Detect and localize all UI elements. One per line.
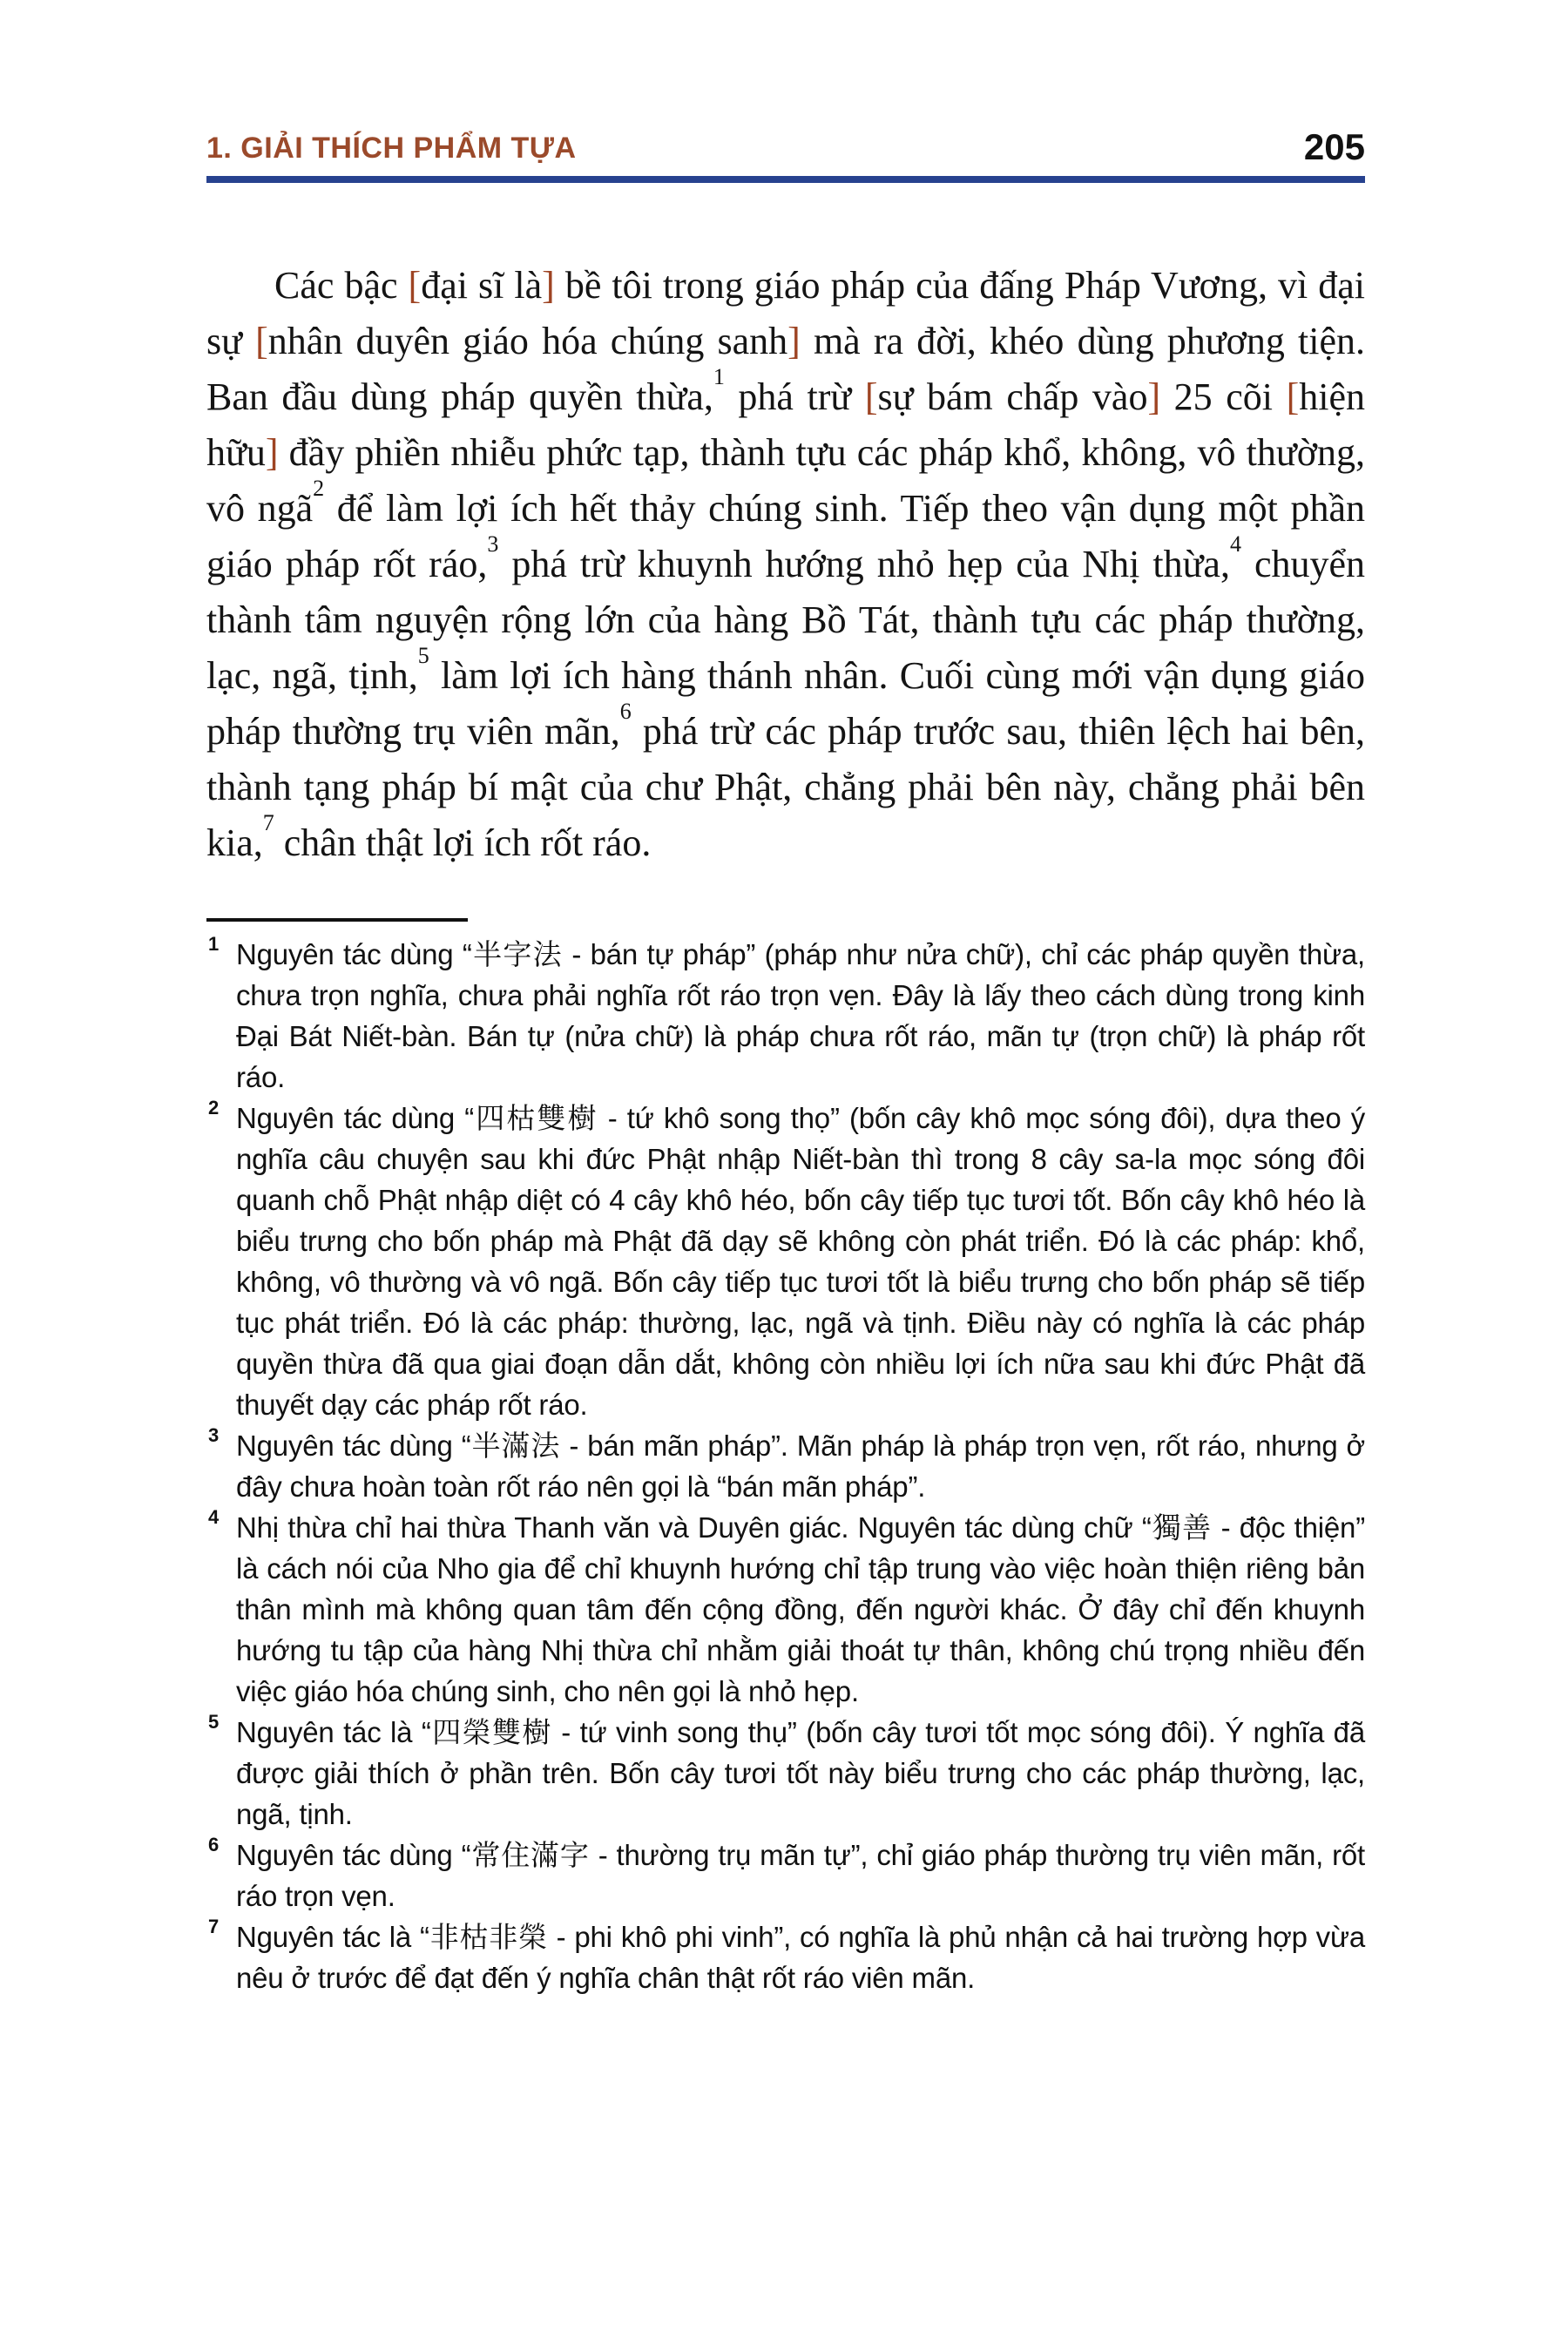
footnote-number: 5 <box>208 1711 220 1733</box>
footnote-text: Nhị thừa chỉ hai thừa Thanh văn và Duyên giác. Nguyên tác dùng chữ “獨善 - độc thiện” là cách nói của Nho gia để chỉ khuynh hướng chỉ tập trung vào việc hoàn thiện riêng bản thân mình mà không quan tâm đến cộng đồng, đến người khác. Ở đây chỉ đến khuynh hướng tu tập của hàng Nhị thừa chỉ nhằm giải thoát tự thân, không chú trọng nhiều đến việc giáo hóa chúng sinh, cho nên gọi là nhỏ hẹp. <box>236 1511 1365 1707</box>
footnote-ref: 1 <box>713 364 725 390</box>
footnote-item <box>206 1425 1365 1507</box>
bracket-open-icon: [ <box>864 375 878 418</box>
footnote-number: 7 <box>208 1916 220 1937</box>
footnote-text: Nguyên tác dùng “半滿法 - bán mãn pháp”. Mãn pháp là pháp trọn vẹn, rốt ráo, nhưng ở đây chưa hoàn toàn rốt ráo nên gọi là “bán mãn pháp”. <box>236 1429 1365 1503</box>
bracket-open-icon: [ <box>1286 375 1300 418</box>
bracket-open-icon: [ <box>408 264 422 307</box>
footnote-text: Nguyên tác là “非枯非榮 - phi khô phi vinh”, có nghĩa là phủ nhận cả hai trường hợp vừa nêu ở trước để đạt đến ý nghĩa chân thật rốt ráo viên mãn. <box>236 1921 1365 1994</box>
bracket-close-icon: ] <box>265 431 279 474</box>
footnote-ref: 3 <box>487 531 499 558</box>
footnote-item <box>206 1916 1365 1998</box>
footnote-text: Nguyên tác là “四榮雙樹 - tứ vinh song thụ” (bốn cây tươi tốt mọc sóng đôi). Ý nghĩa đã được giải thích ở phần trên. Bốn cây tươi tốt này biểu trưng cho các pháp thường, lạc, ngã, tịnh. <box>236 1716 1365 1830</box>
bracket-close-icon: ] <box>787 320 801 362</box>
footnote-separator-rule <box>206 918 468 922</box>
footnote-ref: 7 <box>262 810 274 836</box>
footnote-text: Nguyên tác dùng “常住滿字 - thường trụ mãn tự”, chỉ giáo pháp thường trụ viên mãn, rốt ráo trọn vẹn. <box>236 1839 1365 1912</box>
footnote-number: 4 <box>208 1506 220 1528</box>
bracket-close-icon: ] <box>1147 375 1161 418</box>
footnote-item <box>206 1712 1365 1835</box>
footnote-number: 1 <box>208 933 220 955</box>
footnote-number: 6 <box>208 1834 220 1855</box>
footnote-ref: 6 <box>619 699 632 725</box>
footnote-item <box>206 1835 1365 1916</box>
footnote-ref: 5 <box>417 643 429 669</box>
body-text <box>206 258 1365 871</box>
bracket-close-icon: ] <box>542 264 555 307</box>
footnote-ref: 4 <box>1229 531 1241 558</box>
footnote-number: 2 <box>208 1097 220 1119</box>
footnote-item <box>206 1098 1365 1425</box>
page-number: 205 <box>1303 126 1365 167</box>
footnotes <box>206 934 1365 1998</box>
footnote-text: Nguyên tác dùng “四枯雙樹 - tứ khô song thọ” (bốn cây khô mọc sóng đôi), dựa theo ý nghĩa câu chuyện sau khi đức Phật nhập Niết-bàn thì trong 8 cây sa-la mọc sóng đôi quanh chỗ Phật nhập diệt có 4 cây khô héo, bốn cây tiếp tục tươi tốt. Bốn cây khô héo là biểu trưng cho bốn pháp mà Phật đã dạy sẽ không còn phát triển. Đó là các pháp: khổ, không, vô thường và vô ngã. Bốn cây tiếp tục tươi tốt là biểu trưng cho bốn pháp sẽ tiếp tục phát triển. Đó là các pháp: thường, lạc, ngã và tịnh. Điều này có nghĩa là các pháp quyền thừa đã qua giai đoạn dẫn dắt, không còn nhiều lợi ích nữa sau khi đức Phật đã thuyết dạy các pháp rốt ráo. <box>236 1102 1365 1421</box>
running-head-section-title: 1. GIẢI THÍCH PHẨM TỰA <box>206 132 577 165</box>
footnote-number: 3 <box>208 1424 220 1446</box>
footnote-item <box>206 934 1365 1098</box>
body-paragraph: Các bậc [đại sĩ là] bề tôi trong giáo pháp của đấng Pháp Vương, vì đại sự [nhân duyên giáo hóa chúng sanh] mà ra đời, khéo dùng phương tiện. Ban đầu dùng pháp quyền thừa,$^1$ phá trừ [sự bám chấp vào] 25 cõi [hiện hữu] đầy phiền nhiễu phức tạp, thành tựu các pháp khổ, không, vô thường, vô ngã$^2$ để làm lợi ích hết thảy chúng sinh. Tiếp theo vận dụng một phần giáo pháp rốt ráo,$^3$ phá trừ khuynh hướng nhỏ hẹp của Nhị thừa,$^4$ chuyển thành tâm nguyện rộng lớn của hàng Bồ Tát, thành tựu các pháp thường, lạc, ngã, tịnh,$^5$ làm lợi ích hàng thánh nhân. Cuối cùng mới vận dụng giáo pháp thường trụ viên mãn,$^6$ phá trừ các pháp trước sau, thiên lệch hai bên, thành tạng pháp bí mật của chư Phật, chẳng phải bên này, chẳng phải bên kia,$^7$ chân thật lợi ích rốt ráo. <box>206 264 1366 864</box>
footnote-ref: 2 <box>313 476 325 502</box>
bracket-open-icon: [ <box>255 320 268 362</box>
page-header <box>206 126 1365 167</box>
footnote-text: Nguyên tác dùng “半字法 - bán tự pháp” (pháp như nửa chữ), chỉ các pháp quyền thừa, chưa trọn nghĩa, chưa phải nghĩa rốt ráo trọn vẹn. Đây là lấy theo cách dùng trong kinh Đại Bát Niết-bàn. Bán tự (nửa chữ) là pháp chưa rốt ráo, mãn tự (trọn chữ) là pháp rốt ráo. <box>236 938 1365 1093</box>
header-rule <box>206 176 1365 183</box>
footnote-item <box>206 1507 1365 1712</box>
